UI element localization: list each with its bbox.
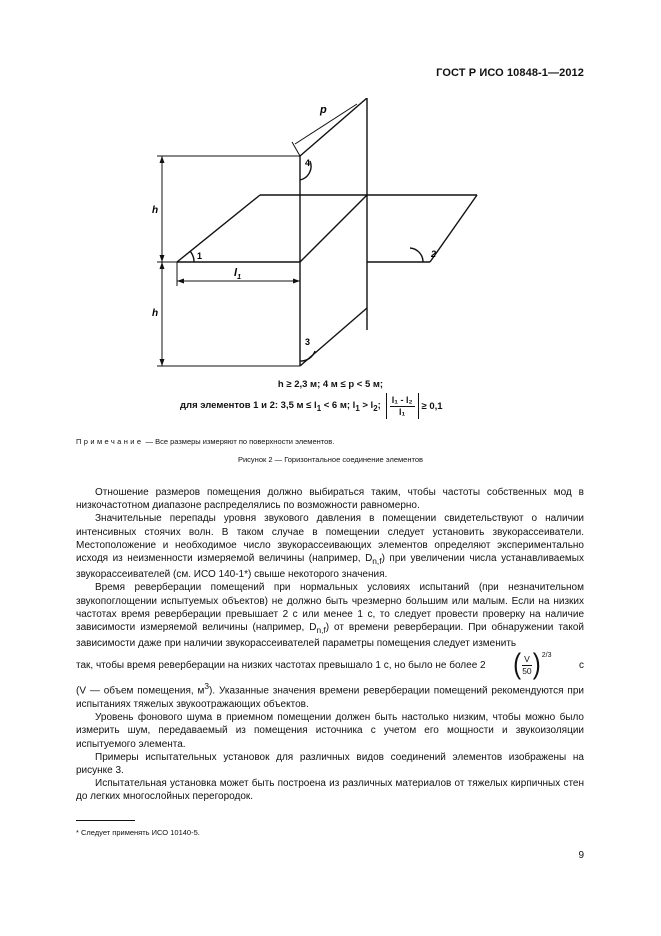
label-h-top: h	[152, 205, 159, 216]
paragraph-1: Отношение размеров помещения должно выбираться таким, чтобы частоты собственных мод в низкочастотном диапазоне распределялись по возможности равномерно.	[76, 487, 584, 512]
label-h-bottom: h	[152, 308, 159, 319]
figure-caption: Рисунок 2 — Горизонтальное соединение элементов	[237, 455, 423, 464]
body-text	[76, 486, 584, 804]
label-element-2: 2	[431, 249, 437, 259]
label-p: p	[320, 104, 327, 116]
paragraph-5: Примеры испытательных установок для различных видов соединений элементов изображены на рисунке 3.	[76, 751, 584, 776]
paragraph-3: Время реверберации помещений при нормальных условиях испытаний (при незначительном звукопоглощении испытуемых объектов) не должно быть чрезмерно большим или малым. Если на низких частотах время реверберации превышает 2 с или менее 1 с, то следует провести проверку на наличие зависимости измеряемой величины (например, $D_{n,f}$) от времени реверберации. При обнаружении такой зависимости даже при наличии звукорассеивателей параметры помещения следует изменить	[76, 582, 584, 650]
figure-horizontal-junction	[140, 98, 490, 374]
formula2-suffix: ≥ 0,1	[421, 400, 443, 412]
formula2-abs-fraction: $\frac{\text{l₁ - l₂}}{\text{l₁}}$	[386, 393, 419, 419]
reverberation-formula-line: так, чтобы время реверберации на низких частотах превышало 1 с, но было не более 2 ( $\frac{V}{50}$ ) 2/3 с	[76, 648, 584, 682]
label-element-4: 4	[305, 158, 311, 168]
paragraph-4: Уровень фонового шума в приемном помещении должен быть настолько низким, чтобы можно было измерить шум, передаваемый из помещения источника с учетом его мощности и звукоизоляции испытуемого элемента.	[76, 712, 584, 750]
document-header: ГОСТ Р ИСО 10848-1—2012	[436, 67, 584, 79]
paragraph-2: Значительные перепады уровня звукового давления в помещении свидетельствуют о наличии интенсивных стоячих волн. В таком случае в помещении следует установить звукорассеиватели. Местоположение и необходимое число звукорассеивающих элементов определяют экспериментально исходя из неизменности измеряемой величины (например, $D_{n,f}$) при увеличении числа устанавливаемых звукорассеивателей (см. ИСО 140-1*) свыше некоторого значения.	[76, 513, 584, 581]
label-element-1: 1	[197, 251, 203, 261]
page-number: 9	[578, 850, 584, 861]
paragraph-3-continued: (V — объем помещения, $м^3$). Указанные значения времени реверберации помещений рекомендуются при испытаниях тяжелых звукоотражающих объектов.	[76, 681, 584, 710]
figure-note: Примечание — Все размеры измеряют по поверхности элементов.	[76, 437, 335, 446]
label-l1: $l_1$	[234, 267, 241, 281]
paragraph-6: Испытательная установка может быть построена из различных материалов от тяжелых кирпичных стен до легких многослойных перегородок.	[76, 778, 584, 803]
footnote: * Следует применять ИСО 10140-5.	[76, 828, 200, 837]
formula-elements-1-2	[180, 393, 443, 419]
volume-expression: ( $\frac{V}{50}$ ) 2/3	[513, 648, 552, 682]
formula-dimensions: h ≥ 2,3 м; 4 м ≤ p < 5 м;	[277, 379, 384, 390]
footnote-divider	[76, 820, 135, 821]
junction-diagram	[140, 98, 490, 374]
label-element-3: 3	[305, 337, 311, 347]
formula2-prefix: для элементов 1 и 2: 3,5 $м \le l_1 < 6$ м; $l_1 > l_2$;	[180, 399, 381, 413]
